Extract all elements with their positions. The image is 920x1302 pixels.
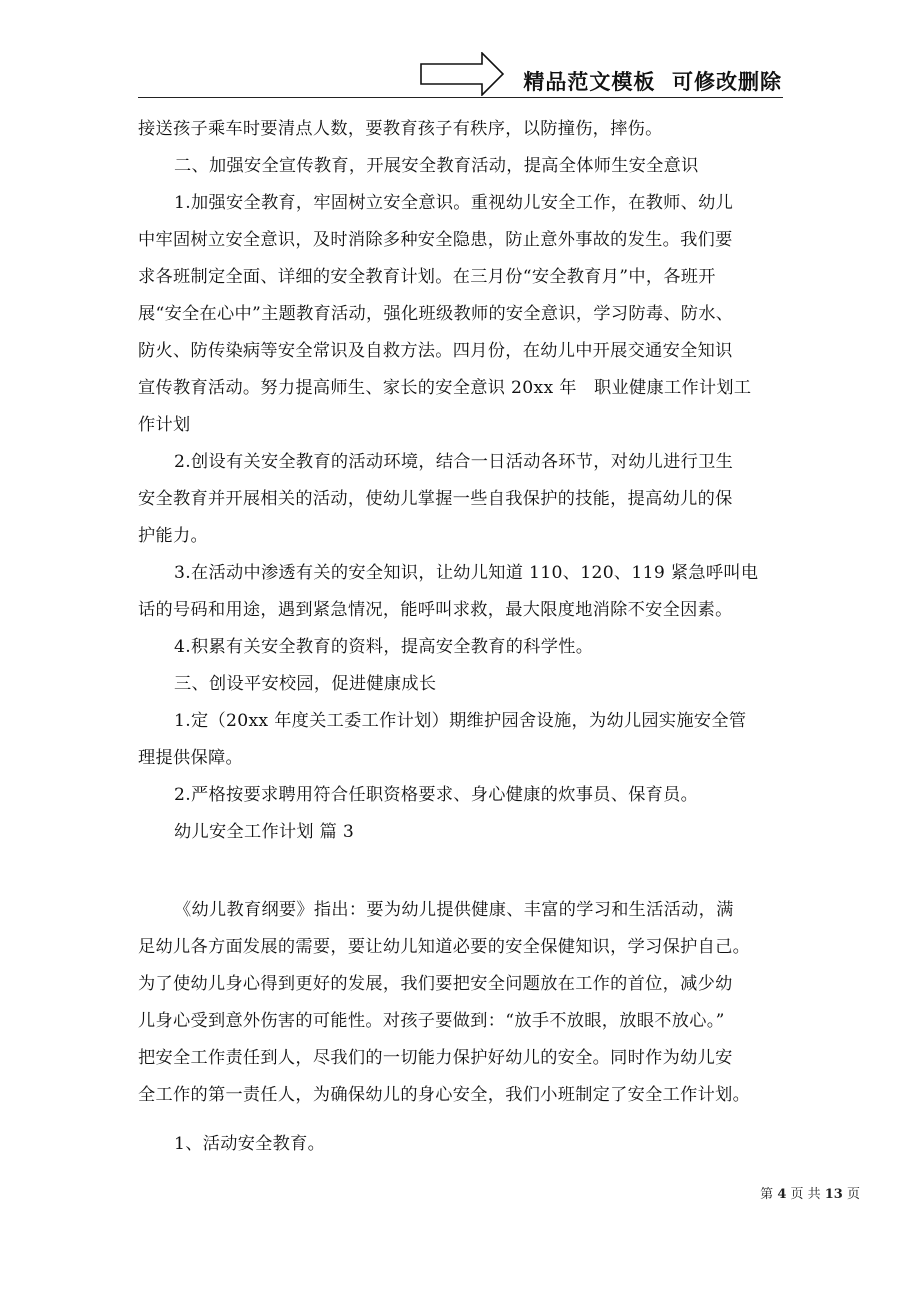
text-line: 宣传教育活动。努力提高师生、家长的安全意识 20xx 年 职业健康工作计划工 — [138, 378, 752, 398]
text-line: 2.严格按要求聘用符合任职资格要求、身心健康的炊事员、保育员。 — [174, 785, 699, 805]
text-line: 儿身心受到意外伤害的可能性。对孩子要做到：“放手不放眼，放眼不放心。” — [138, 1011, 725, 1031]
page-number — [760, 1183, 860, 1202]
text-line: 4.积累有关安全教育的资料，提高安全教育的科学性。 — [174, 637, 594, 657]
text-line: 2.创设有关安全教育的活动环境，结合一日活动各环节，对幼儿进行卫生 — [174, 452, 734, 472]
text-line: 护能力。 — [138, 526, 208, 546]
text-line: 把安全工作责任到人，尽我们的一切能力保护好幼儿的安全。同时作为幼儿安 — [138, 1048, 733, 1068]
text-line: 1、活动安全教育。 — [174, 1134, 326, 1154]
section-heading: 二、加强安全宣传教育，开展安全教育活动，提高全体师生安全意识 — [174, 156, 699, 176]
text-line: 接送孩子乘车时要清点人数，要教育孩子有秩序，以防撞伤，摔伤。 — [138, 119, 663, 139]
header-divider — [138, 97, 783, 98]
text-line: 话的号码和用途，遇到紧急情况，能呼叫求救，最大限度地消除不安全因素。 — [138, 600, 733, 620]
text-line: 为了使幼儿身心得到更好的发展，我们要把安全问题放在工作的首位，减少幼 — [138, 974, 733, 994]
text-line: 《幼儿教育纲要》指出：要为幼儿提供健康、丰富的学习和生活活动，满 — [174, 900, 734, 920]
current-page: 4 — [777, 1187, 787, 1202]
text-line: 全工作的第一责任人，为确保幼儿的身心安全，我们小班制定了安全工作计划。 — [138, 1085, 751, 1105]
section-heading: 三、创设平安校园，促进健康成长 — [174, 674, 437, 694]
header-title: 精品范文模板 可修改删除 — [523, 70, 782, 94]
page-number-prefix: 第 — [760, 1187, 778, 1202]
text-line: 安全教育并开展相关的活动，使幼儿掌握一些自我保护的技能，提高幼儿的保 — [138, 489, 733, 509]
page-number-suffix: 页 — [842, 1187, 860, 1202]
text-line: 理提供保障。 — [138, 748, 243, 768]
text-line: 3.在活动中渗透有关的安全知识，让幼儿知道 110、120、119 紧急呼叫电 — [174, 563, 759, 583]
article-title: 幼儿安全工作计划 篇 3 — [174, 822, 355, 842]
page-number-middle: 页 共 — [786, 1187, 825, 1202]
text-line: 求各班制定全面、详细的安全教育计划。在三月份“安全教育月”中，各班开 — [138, 267, 716, 287]
text-line: 展“安全在心中”主题教育活动，强化班级教师的安全意识，学习防毒、防水、 — [138, 304, 734, 324]
total-pages: 13 — [824, 1187, 843, 1202]
text-line: 1.加强安全教育，牢固树立安全意识。重视幼儿安全工作，在教师、幼儿 — [174, 193, 734, 213]
text-line: 防火、防传染病等安全常识及自救方法。四月份，在幼儿中开展交通安全知识 — [138, 341, 733, 361]
arrow-right-icon — [420, 52, 504, 96]
text-line: 作计划 — [138, 415, 191, 435]
text-line: 足幼儿各方面发展的需要，要让幼儿知道必要的安全保健知识，学习保护自己。 — [138, 937, 751, 957]
text-line: 1.定（20xx 年度关工委工作计划）期维护园舍设施，为幼儿园实施安全管 — [174, 711, 747, 731]
text-line: 中牢固树立安全意识，及时消除多种安全隐患，防止意外事故的发生。我们要 — [138, 230, 733, 250]
